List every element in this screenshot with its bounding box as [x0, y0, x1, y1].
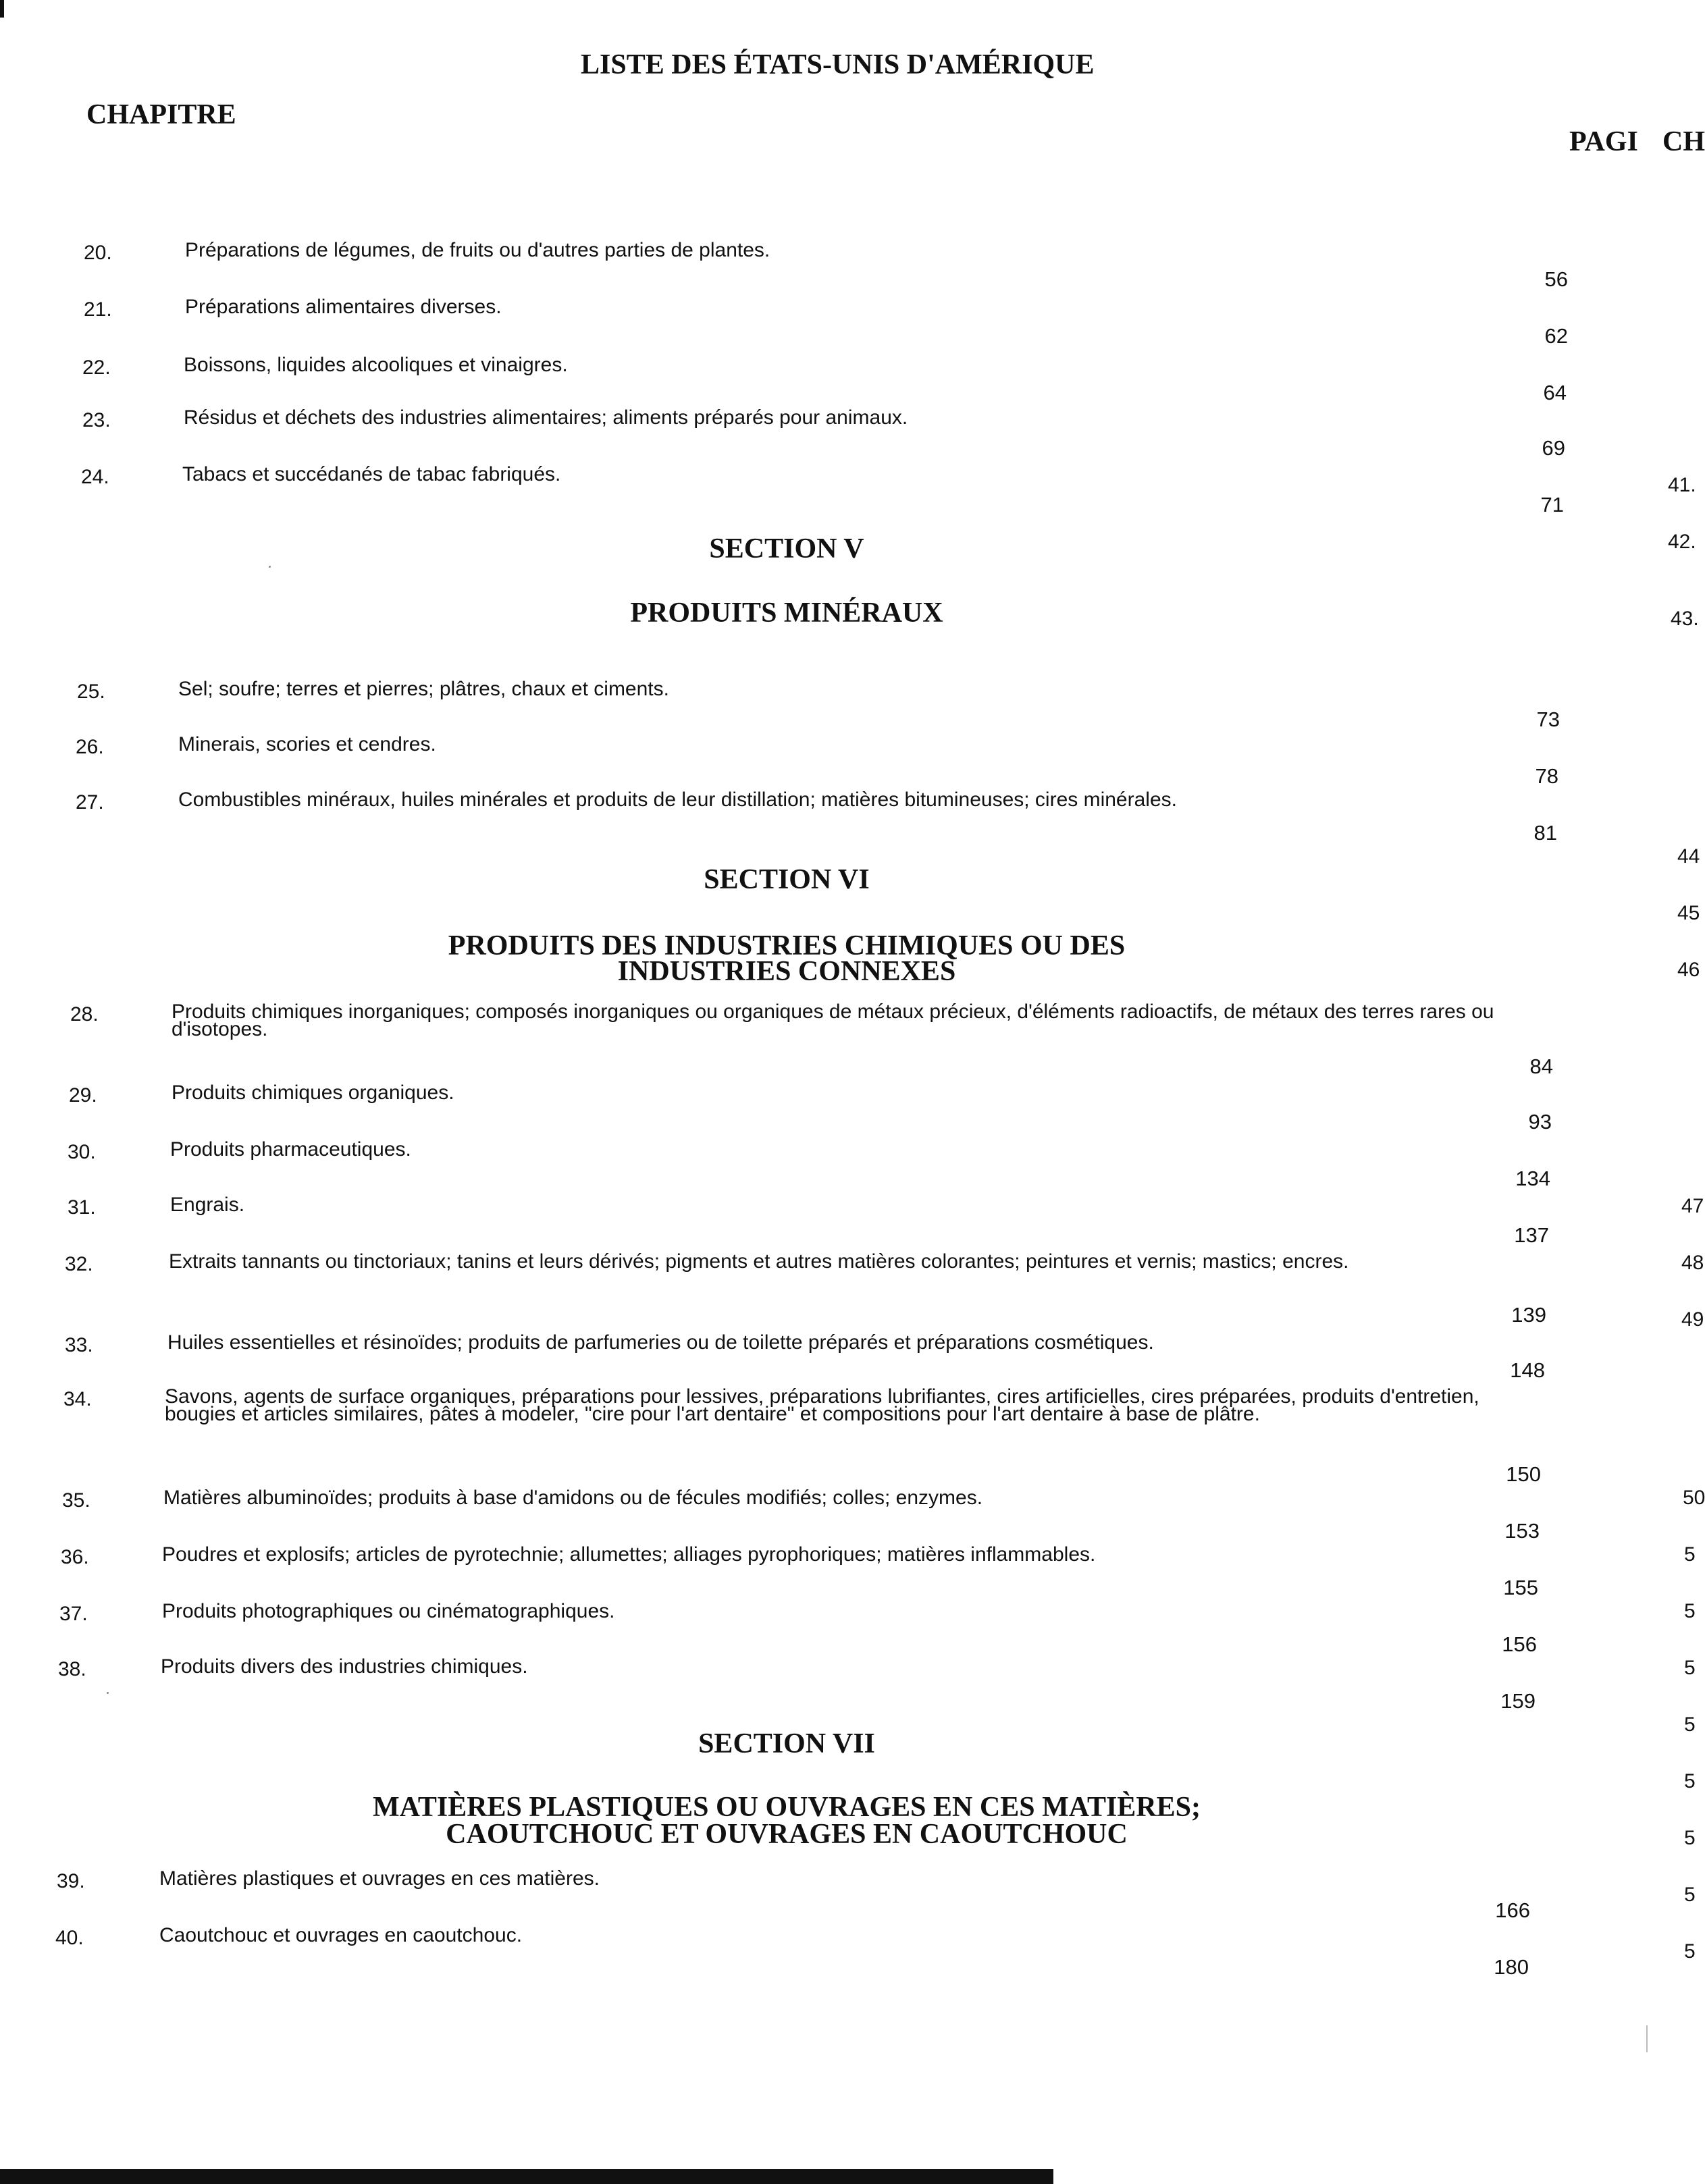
right-column-fragment: 5	[1684, 1713, 1696, 1736]
page-number: 153	[1504, 1519, 1540, 1543]
chapter-title: Poudres et explosifs; articles de pyrotechnie; allumettes; alliages pyrophoriques; matières inflammables.	[162, 1543, 1096, 1566]
chapter-number: 34.	[63, 1388, 92, 1410]
section-v-title: SECTION V	[709, 533, 864, 564]
chapter-number: 26.	[76, 736, 104, 758]
chapter-number: 27.	[76, 791, 104, 814]
chapter-number: 24.	[81, 466, 109, 488]
page-number: 71	[1540, 493, 1564, 516]
section-vii-subtitle-line1: MATIÈRES PLASTIQUES OU OUVRAGES EN CES MATIÈRES;	[372, 1792, 1201, 1823]
right-column-fragment: 49	[1681, 1308, 1704, 1331]
chapter-number: 40.	[55, 1927, 84, 1949]
page-number: 155	[1503, 1576, 1538, 1599]
chapter-title: Produits pharmaceutiques.	[170, 1138, 411, 1161]
chapter-number: 35.	[62, 1489, 90, 1512]
chapter-column-header: CHAPITRE	[86, 99, 236, 130]
page-number: 159	[1500, 1689, 1536, 1713]
chapter-number: 36.	[61, 1546, 89, 1568]
chapter-title: Boissons, liquides alcooliques et vinaigres.	[184, 354, 568, 376]
scan-edge-mark	[0, 0, 4, 18]
chapter-number: 30.	[68, 1141, 96, 1163]
chapter-number: 39.	[57, 1870, 85, 1892]
page-number: 73	[1536, 708, 1560, 731]
page-number: 69	[1542, 436, 1565, 460]
chapter-title: Sel; soufre; terres et pierres; plâtres, chaux et ciments.	[178, 678, 669, 700]
chapter-title: Savons, agents de surface organiques, préparations pour lessives, préparations lubrifiantes, cires artificielles, cires préparées, produits d'entretien, bougies et articles similaires, pâtes à modeler, "cire pour l'art dentaire" et compositions pour l'art dentaire à base de plâtre.	[165, 1385, 1479, 1425]
chapter-title: Matières albuminoïdes; produits à base d'amidons ou de fécules modifiés; colles; enzymes.	[163, 1487, 983, 1509]
chapter-title: Préparations de légumes, de fruits ou d'autres parties de plantes.	[185, 239, 770, 261]
chapter-title: Matières plastiques et ouvrages en ces matières.	[159, 1867, 600, 1890]
scan-speck	[107, 1692, 109, 1694]
right-column-fragment: 48	[1681, 1252, 1704, 1274]
chapter-title: Préparations alimentaires diverses.	[185, 296, 502, 318]
chapter-number: 21.	[84, 298, 112, 321]
section-vi-title: SECTION VI	[704, 864, 870, 895]
chapter-number: 29.	[69, 1084, 97, 1107]
chapter-title: Produits photographiques ou cinématographiques.	[162, 1600, 615, 1622]
section-vii-subtitle-line2: CAOUTCHOUC ET OUVRAGES EN CAOUTCHOUC	[446, 1819, 1128, 1850]
right-column-fragment: 45	[1677, 902, 1700, 924]
section-vi-subtitle-line2: INDUSTRIES CONNEXES	[617, 956, 956, 987]
chapter-title: Engrais.	[170, 1194, 245, 1216]
chapter-title: Caoutchouc et ouvrages en caoutchouc.	[159, 1924, 523, 1946]
page-number: 166	[1495, 1898, 1530, 1922]
page-number: 84	[1529, 1055, 1553, 1078]
chapter-title: Produits chimiques organiques.	[172, 1082, 454, 1104]
section-v-subtitle: PRODUITS MINÉRAUX	[630, 597, 943, 629]
right-column-fragment: 5	[1684, 1657, 1696, 1679]
chapter-number: 20.	[84, 242, 112, 264]
page-number: 62	[1544, 324, 1568, 348]
right-column-fragment: 5	[1684, 1600, 1696, 1622]
page-number: 148	[1510, 1358, 1545, 1382]
right-column-fragment: 5	[1684, 1827, 1696, 1849]
chapter-title: Combustibles minéraux, huiles minérales et produits de leur distillation; matières bitumineuses; cires minérales.	[178, 789, 1177, 811]
page-number: 137	[1514, 1223, 1549, 1247]
chapter-title: Minerais, scories et cendres.	[178, 733, 436, 755]
page-number: 156	[1502, 1632, 1537, 1656]
page-number: 180	[1494, 1955, 1529, 1979]
page-number: 150	[1506, 1462, 1541, 1486]
right-column-fragment: 5	[1684, 1543, 1696, 1566]
chapter-number: 23.	[82, 409, 111, 431]
right-column-fragment: 41.	[1668, 474, 1696, 496]
chapter-title: Résidus et déchets des industries alimentaires; aliments préparés pour animaux.	[184, 406, 908, 429]
chapter-title: Tabacs et succédanés de tabac fabriqués.	[182, 463, 561, 485]
right-column-fragment: 43.	[1671, 608, 1699, 630]
scan-speck	[1646, 2025, 1648, 2052]
right-column-fragment: 5	[1684, 1884, 1696, 1906]
page-number: 139	[1511, 1303, 1546, 1327]
page-number: 93	[1528, 1110, 1552, 1134]
page-number: 134	[1515, 1167, 1550, 1190]
chapter-number: 28.	[70, 1003, 99, 1026]
section-vii-title: SECTION VII	[698, 1728, 875, 1759]
right-column-fragment: 47	[1681, 1195, 1704, 1217]
page-number: 78	[1535, 764, 1558, 788]
page-number: 64	[1543, 381, 1567, 404]
scan-speck	[269, 566, 271, 568]
section-vi-subtitle-line1: PRODUITS DES INDUSTRIES CHIMIQUES OU DES	[448, 930, 1126, 961]
right-column-fragment: 5	[1684, 1940, 1696, 1963]
right-column-fragment: 44	[1677, 845, 1700, 868]
page-column-header: PAGI	[1569, 126, 1638, 157]
right-column-fragment: 46	[1677, 959, 1700, 981]
chapter-title: Produits divers des industries chimiques.	[161, 1655, 528, 1678]
chapter-number: 38.	[58, 1658, 86, 1680]
chapter-number: 33.	[65, 1334, 93, 1356]
chapter-number: 37.	[59, 1603, 88, 1625]
document-title: LISTE DES ÉTATS-UNIS D'AMÉRIQUE	[581, 49, 1095, 80]
right-column-fragment: 42.	[1668, 531, 1696, 553]
chapter-number: 25.	[77, 681, 105, 703]
right-column-fragment: 50	[1683, 1487, 1705, 1509]
right-column-fragment: 5	[1684, 1770, 1696, 1792]
chapter-number: 22.	[82, 356, 111, 379]
page-number: 56	[1544, 267, 1568, 291]
next-column-header-fragment: CH	[1662, 126, 1705, 157]
chapter-number: 32.	[65, 1253, 93, 1275]
chapter-number: 31.	[68, 1196, 96, 1219]
scan-bottom-edge	[0, 2169, 1053, 2184]
chapter-title: Huiles essentielles et résinoïdes; produits de parfumeries ou de toilette préparés et préparations cosmétiques.	[167, 1331, 1154, 1354]
chapter-title: Extraits tannants ou tinctoriaux; tanins et leurs dérivés; pigments et autres matières colorantes; peintures et vernis; mastics; encres.	[169, 1250, 1349, 1273]
page-number: 81	[1533, 821, 1557, 845]
chapter-title: Produits chimiques inorganiques; composés inorganiques ou organiques de métaux précieux, d'éléments radioactifs, de métaux des terres rares ou d'isotopes.	[172, 1001, 1494, 1040]
